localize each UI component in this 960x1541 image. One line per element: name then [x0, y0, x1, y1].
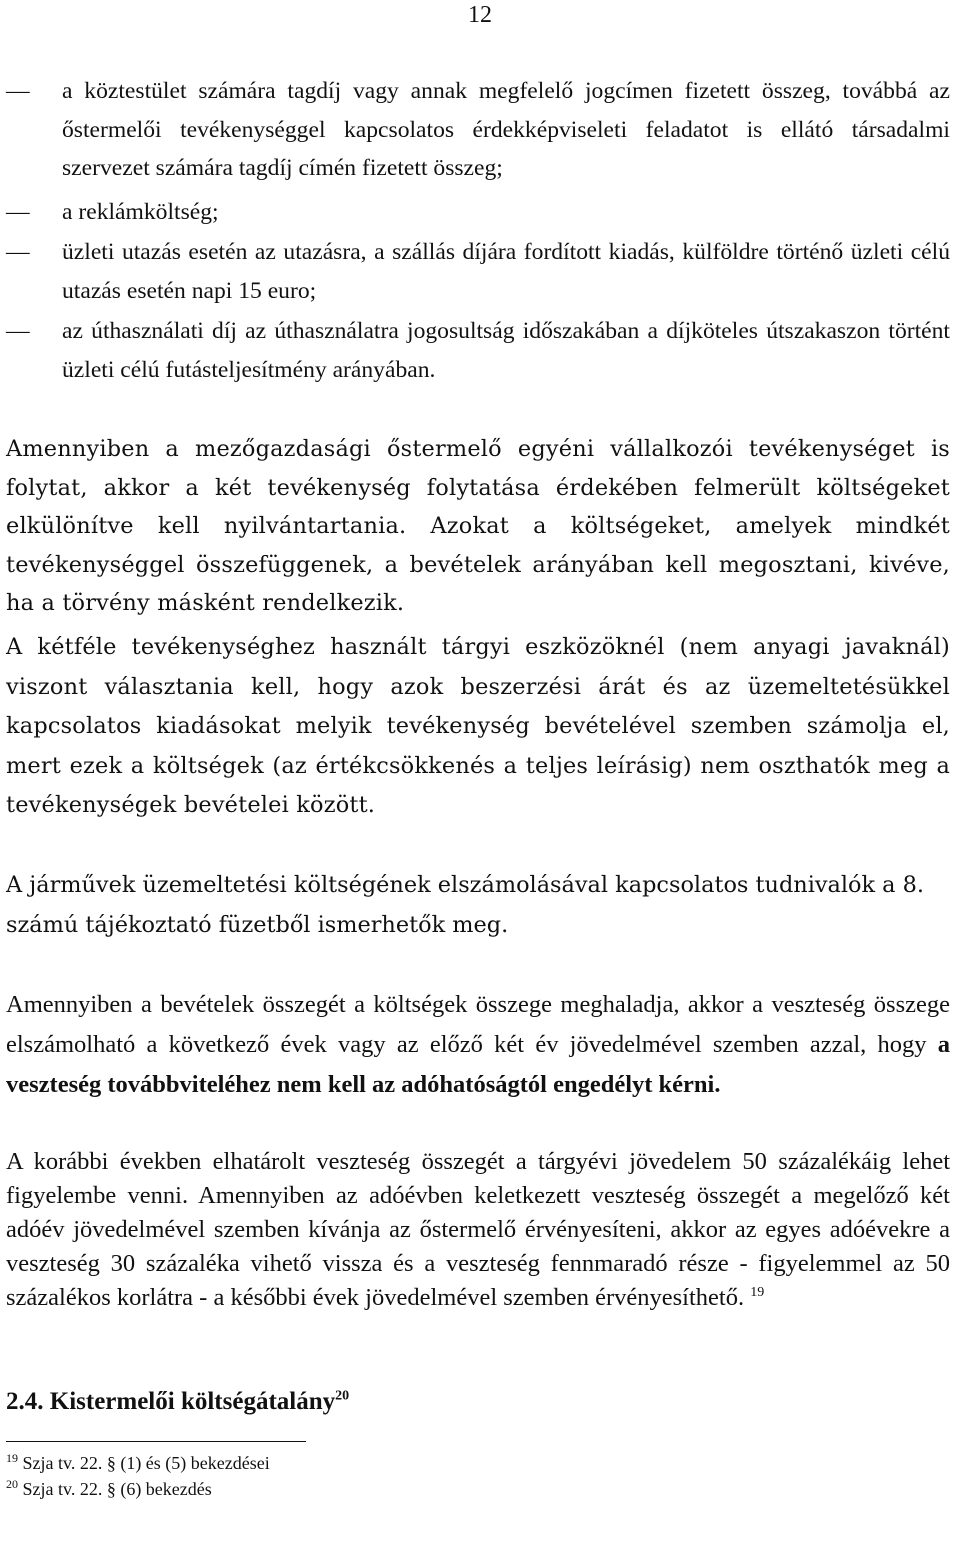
paragraph — [6, 1145, 950, 1315]
footnote — [6, 1452, 270, 1474]
section-heading — [6, 1388, 349, 1416]
list-item-text: az úthasználati díj az úthasználatra jogosultság időszakában a díjköteles útszakaszon történt üzleti célú futásteljesítmény arányában. — [62, 318, 950, 383]
footnote — [6, 1478, 212, 1500]
footnote-ref: 20 — [335, 1388, 350, 1404]
list-item-text: üzleti utazás esetén az utazásra, a szállás díjára fordított kiadás, külföldre történő üzleti célú utazás esetén napi 15 euro; — [62, 239, 950, 304]
footnote-number: 20 — [6, 1477, 18, 1491]
list-item — [6, 193, 950, 232]
list-item-text: a reklámköltség; — [62, 199, 219, 225]
page-number: 12 — [468, 2, 492, 28]
dash-marker: — — [6, 78, 30, 104]
list-item — [6, 72, 950, 188]
footnote-ref: 19 — [750, 1284, 765, 1300]
section-heading-text: 2.4. Kistermelői költségátalány — [6, 1388, 336, 1415]
list-item — [6, 233, 950, 310]
list-item-text: a köztestület számára tagdíj vagy annak megfelelő jogcímen fizetett összeg, továbbá az őstermelői tevékenységgel kapcsolatos érdekképviseleti feladatot is ellátó társadalmi szervezet számára tagdíj címén fizetett összeg; — [62, 78, 950, 181]
footnote-text: Szja tv. 22. § (6) bekezdés — [22, 1479, 212, 1499]
dash-marker: — — [6, 199, 30, 225]
paragraph-bold-text: a veszteség továbbviteléhez nem kell az adóhatóságtól engedélyt kérni. — [6, 1031, 950, 1098]
paragraph-text: Amennyiben a bevételek összegét a költségek összege meghaladja, akkor a veszteség összege elszámolható a következő évek vagy az előző két év jövedelmével szemben azzal, hogy — [6, 991, 950, 1058]
dash-marker: — — [6, 318, 30, 344]
paragraph-text: A korábbi években elhatárolt veszteség összegét a tárgyévi jövedelem 50 százalékáig lehet figyelembe venni. Amennyiben az adóévben keletkezett veszteség összegét a megelőző két adóév jövedelmével szemben kívánja az őstermelő érvényesíteni, akkor az egyes adóévekre a veszteség 30 százaléka vihető vissza és a veszteség fennmaradó része - figyelemmel az 50 százalékos korlátra - a későbbi évek jövedelmével szemben érvényesíthető. — [6, 1148, 950, 1311]
dash-marker: — — [6, 239, 30, 265]
paragraph: Amennyiben a mezőgazdasági őstermelő egyéni vállalkozói tevékenységet is folytat, akkor a két tevékenység folytatása érdekében felmerült költségeket elkülönítve kell nyilvántartania. Azokat a költségeket, amelyek mindkét tevékenységgel összefüggenek, a bevételek arányában kell megosztani, kivéve, ha a törvény másként rendelkezik. — [6, 436, 950, 616]
footnote-divider — [6, 1441, 306, 1442]
paragraph: A kétféle tevékenységhez használt tárgyi eszközöknél (nem anyagi javaknál) viszont választania kell, hogy azok beszerzési árát és az üzemeltetésükkel kapcsolatos kiadásokat melyik tevékenység bevételével szemben számolja el, mert ezek a költségek (az értékcsökkenés a teljes leírásig) nem oszthatók meg a tevékenységek bevételei között. — [6, 634, 950, 818]
list-item — [6, 312, 950, 389]
paragraph — [6, 985, 950, 1105]
paragraph: A járművek üzemeltetési költségének elszámolásával kapcsolatos tudnivalók a 8. számú tájékoztató füzetből ismerhetők meg. — [6, 872, 925, 938]
footnote-text: Szja tv. 22. § (1) és (5) bekezdései — [22, 1453, 270, 1473]
footnote-number: 19 — [6, 1451, 18, 1465]
